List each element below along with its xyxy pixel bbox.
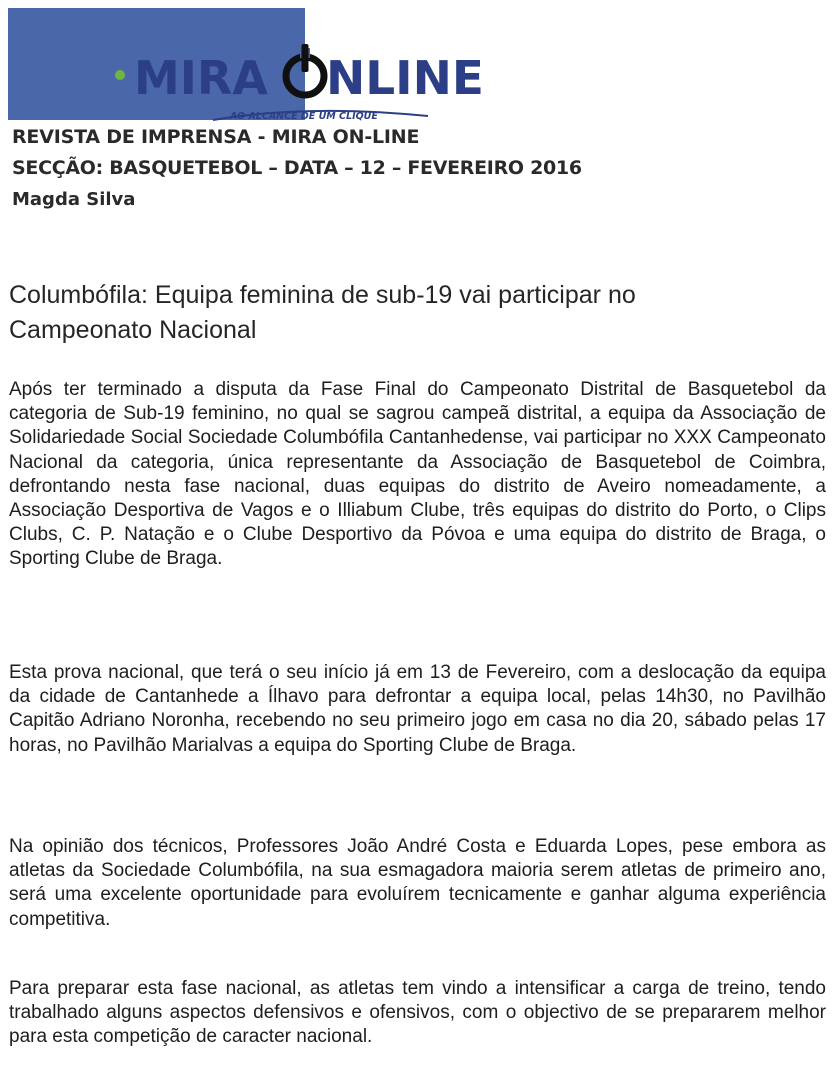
logo-tagline: AO ALCANCE DE UM CLIQUE — [230, 111, 378, 122]
paragraph-text: Para preparar esta fase nacional, as atletas tem vindo a intensificar a carga de treino, tendo trabalhado alguns aspectos defensivos e ofensivos, com o objectivo de se prepararem melhor para esta competição de caracter nacional. — [9, 978, 826, 1048]
press-header-author: Magda Silva — [12, 189, 136, 210]
article-paragraph-1 — [9, 378, 826, 572]
article-title-line: Columbófila: Equipa feminina de sub-19 vai participar no — [9, 281, 636, 309]
power-icon — [286, 44, 324, 95]
press-header-title: REVISTA DE IMPRENSA - MIRA ON-LINE — [12, 126, 420, 148]
paragraph-text: Esta prova nacional, que terá o seu início já em 13 de Fevereiro, com a deslocação da equipa da cidade de Cantanhede a Ílhavo para defrontar a equipa local, pelas 14h30, no Pavilhão Capitão Adriano Noronha, recebendo no seu primeiro jogo em casa no dia 20, sábado pelas 17 horas, no Pavilhão Marialvas a equipa do Sporting Clube de Braga. — [9, 662, 826, 756]
paragraph-text: Após ter terminado a disputa da Fase Final do Campeonato Distrital de Basquetebol da categoria de Sub-19 feminino, no qual se sagrou campeã distrital, a equipa da Associação de Solidariedade Social Sociedade Columbófila Cantanhedense, vai participar no XXX Campeonato Nacional da categoria, única representante da Associação de Basquetebol de Coimbra, defrontando nesta fase nacional, duas equipas do distrito de Aveiro nomeadamente, a Associação Desportiva de Vagos e o Illiabum Clube, três equipas do distrito do Porto, o Clips Clubs, C. P. Natação e o Clube Desportivo da Póvoa e uma equipa do distrito de Braga, o Sporting Clube de Braga. — [9, 379, 826, 570]
article-paragraph-2 — [9, 661, 826, 758]
article-title-line: Campeonato Nacional — [9, 316, 257, 344]
logo-brand-left: MIRA — [134, 51, 268, 105]
press-header-section: SECÇÃO: BASQUETEBOL – DATA – 12 – FEVEREIRO 2016 — [12, 157, 582, 179]
mira-online-logo — [8, 42, 528, 124]
article-title — [9, 278, 809, 348]
logo-dot-icon — [115, 70, 125, 80]
logo-brand-right: NLINE — [326, 51, 484, 105]
article-paragraph-4 — [9, 977, 826, 1050]
press-header — [12, 122, 772, 215]
article-paragraph-3 — [9, 835, 826, 932]
paragraph-text: Na opinião dos técnicos, Professores João André Costa e Eduarda Lopes, pese embora as atletas da Sociedade Columbófila, na sua esmagadora maioria serem atletas de primeiro ano, será uma excelente oportunidade para evoluírem tecnicamente e ganhar alguma experiência competitiva. — [9, 836, 826, 930]
